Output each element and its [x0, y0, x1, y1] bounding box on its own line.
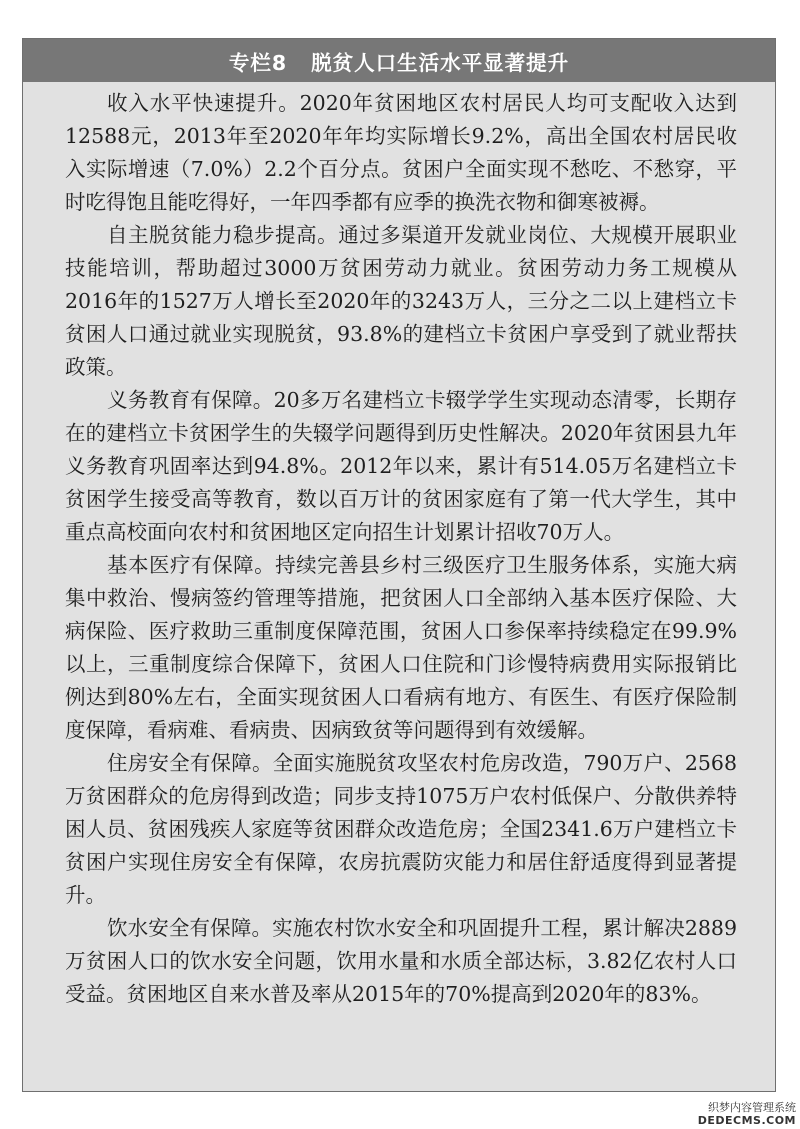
watermark-line-2: DEDECMS.COM	[697, 1114, 796, 1127]
paragraph-housing: 住房安全有保障。全面实施脱贫攻坚农村危房改造，790万户、2568万贫困群众的危房得到改造；同步支持1075万户农村低保户、分散供养特困人员、贫困残疾人家庭等贫困群众改造危房；全国2341.6万户建档立卡贫困户实现住房安全有保障，农房抗震防灾能力和居住舒适度得到显著提升。	[65, 751, 737, 907]
paragraph-employment: 自主脱贫能力稳步提高。通过多渠道开发就业岗位、大规模开展职业技能培训，帮助超过3000万贫困劳动力就业。贫困劳动力务工规模从2016年的1527万人增长至2020年的3243万人，三分之二以上建档立卡贫困人口通过就业实现脱贫，93.8%的建档立卡贫困户享受到了就业帮扶政策。	[65, 223, 737, 379]
sidebar-number: 专栏8	[228, 50, 288, 75]
sidebar-title-bar	[23, 39, 775, 82]
sidebar-content	[23, 82, 775, 1011]
watermark-line-1: 织梦内容管理系统	[708, 1101, 796, 1114]
paragraph-medical: 基本医疗有保障。持续完善县乡村三级医疗卫生服务体系，实施大病集中救治、慢病签约管理等措施，把贫困人口全部纳入基本医疗保险、大病保险、医疗救助三重制度保障范围，贫困人口参保率持续稳定在99.9%以上，三重制度综合保障下，贫困人口住院和门诊慢特病费用实际报销比例达到80%左右，全面实现贫困人口看病有地方、有医生、有医疗保险制度保障，看病难、看病贵、因病致贫等问题得到有效缓解。	[65, 553, 737, 742]
paragraph-income: 收入水平快速提升。2020年贫困地区农村居民人均可支配收入达到12588元，2013年至2020年年均实际增长9.2%，高出全国农村居民收入实际增速（7.0%）2.2个百分点。贫困户全面实现不愁吃、不愁穿，平时吃得饱且能吃得好，一年四季都有应季的换洗衣物和御寒被褥。	[65, 91, 737, 214]
paragraph-water: 饮水安全有保障。实施农村饮水安全和巩固提升工程，累计解决2889万贫困人口的饮水安全问题，饮用水量和水质全部达标，3.82亿农村人口受益。贫困地区自来水普及率从2015年的70%提高到2020年的83%。	[65, 916, 737, 1006]
sidebar-box	[22, 38, 776, 1092]
sidebar-title: 脱贫人口生活水平显著提升	[311, 50, 570, 75]
watermark	[698, 1101, 796, 1127]
paragraph-education: 义务教育有保障。20多万名建档立卡辍学学生实现动态清零，长期存在的建档立卡贫困学生的失辍学问题得到历史性解决。2020年贫困县九年义务教育巩固率达到94.8%。2012年以来，累计有514.05万名建档立卡贫困学生接受高等教育，数以百万计的贫困家庭有了第一代大学生，其中重点高校面向农村和贫困地区定向招生计划累计招收70万人。	[65, 388, 737, 544]
